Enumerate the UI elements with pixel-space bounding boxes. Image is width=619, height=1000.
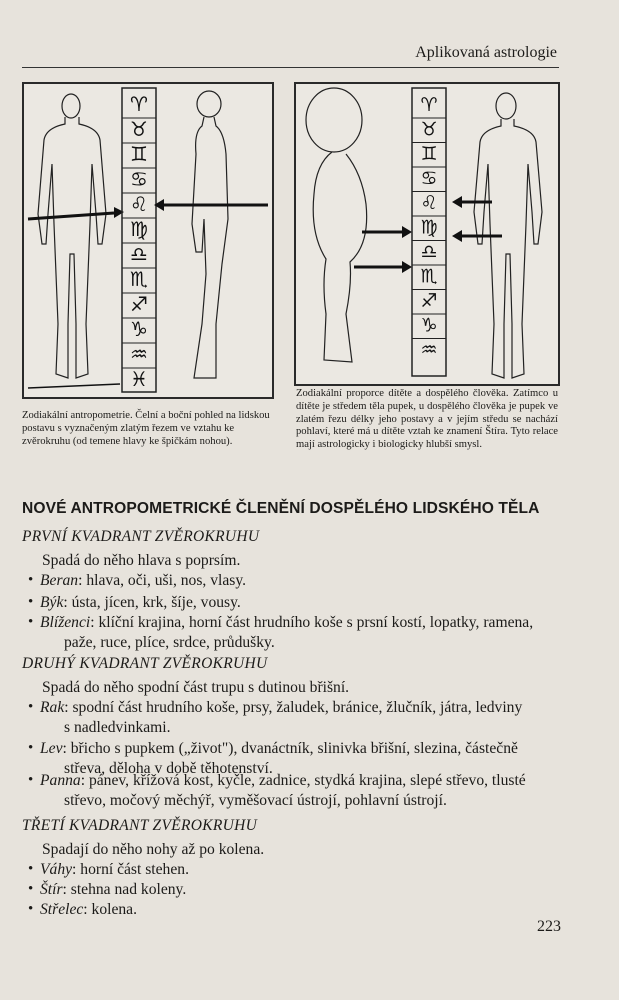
- zodiac-glyph: ♎: [130, 242, 148, 266]
- body-text: střeva, děloha v době těhotenství.: [64, 760, 273, 777]
- zodiac-glyph: ♊: [130, 142, 148, 166]
- figure-left-caption: Zodiakální antropometrie. Čelní a boční pohled na lidskou postavu s vyznačeným zlatým řezem ve vztahu ke zvěrokruhu (od temene hlavy ke špičkám nohou).: [22, 410, 270, 447]
- body-line: [40, 772, 526, 790]
- zodiac-sign-name: Beran: [40, 572, 79, 589]
- body-line: [40, 614, 533, 632]
- zodiac-sign-name: Střelec: [40, 901, 84, 918]
- zodiac-glyph: ♎: [420, 241, 438, 263]
- section-title: NOVÉ ANTROPOMETRICKÉ ČLENĚNÍ DOSPĚLÉHO LIDSKÉHO TĚLA: [22, 500, 540, 517]
- body-line: [64, 792, 447, 810]
- quadrant-intro: Spadají do něho nohy až po kolena.: [42, 841, 265, 858]
- figure-left-illustration: [24, 84, 272, 397]
- body-line: [40, 699, 522, 717]
- body-line: [64, 719, 171, 737]
- body-text: : pánev, křížová kost, kyčle, zadnice, stydká krajina, slepé střevo, tlusté: [80, 772, 526, 789]
- zodiac-glyph: ♍: [420, 216, 438, 239]
- zodiac-glyph: ♐: [130, 292, 148, 316]
- front-figure: [38, 94, 106, 378]
- zodiac-sign-name: Váhy: [40, 861, 73, 878]
- body-text: : klíční krajina, horní část hrudního koše s prsní kostí, lopatky, ramena,: [90, 614, 534, 631]
- bullet: •: [28, 772, 34, 788]
- body-line: [40, 901, 137, 919]
- bullet: •: [28, 572, 34, 588]
- zodiac-glyph: ♑: [420, 314, 438, 337]
- side-figure: [192, 91, 228, 378]
- body-text: : kolena.: [83, 901, 137, 918]
- bullet: •: [28, 614, 34, 630]
- zodiac-glyph: ♌: [130, 192, 148, 216]
- zodiac-glyph: ♍: [130, 217, 148, 241]
- zodiac-glyph: ♌: [420, 192, 438, 214]
- bullet: •: [28, 740, 34, 756]
- zodiac-glyph: ♐: [420, 290, 438, 312]
- quadrant-intro: Spadá do něho hlava s poprsím.: [42, 552, 241, 569]
- zodiac-glyph: ♉: [130, 117, 148, 141]
- body-line: [64, 634, 275, 652]
- zodiac-glyph: ♈: [130, 92, 148, 116]
- arrow-front: [28, 213, 114, 219]
- body-line: [40, 572, 246, 590]
- body-text: : spodní část hrudního koše, prsy, žaludek, bránice, žlučník, játra, ledviny: [64, 699, 523, 716]
- zodiac-glyph: ♒: [420, 339, 438, 361]
- quadrant-title: PRVNÍ KVADRANT ZVĚROKRUHU: [22, 528, 260, 545]
- zodiac-glyph: ♏: [420, 265, 438, 288]
- body-text: : ústa, jícen, krk, šíje, vousy.: [63, 594, 241, 611]
- body-line: [40, 740, 518, 758]
- body-text: : břicho s pupkem („život"), dvanáctník, slinivka břišní, slezina, částečně: [62, 740, 518, 757]
- zodiac-sign-name: Blíženci: [40, 614, 91, 631]
- quadrant-title: DRUHÝ KVADRANT ZVĚROKRUHU: [22, 655, 268, 672]
- body-line: [40, 861, 189, 879]
- zodiac-glyph: ♓: [130, 367, 148, 391]
- body-text: střevo, močový měchýř, vyměšovací ústrojí, pohlavní ústrojí.: [64, 792, 447, 809]
- zodiac-glyph: ♑: [130, 317, 148, 341]
- header-rule: [22, 67, 559, 68]
- figure-child-adult-proportions: [294, 82, 560, 386]
- bullet: •: [28, 699, 34, 715]
- zodiac-glyph: ♈: [420, 94, 438, 116]
- body-text: : hlava, oči, uši, nos, vlasy.: [78, 572, 247, 589]
- figure-right-caption: Zodiakální proporce dítěte a dospělého člověka. Zatímco u dítěte je středem těla pupek, u dospělého člověka je pupek ve zlatém řezu délky jeho postavy a v jejím středu se nachází pohlaví, které má u dítěte vztah ke znamení Štíra. Tyto relace mají astrologicky i biologicky hlubší smysl.: [296, 388, 558, 451]
- zodiac-glyph: ♊: [420, 143, 438, 165]
- bullet: •: [28, 861, 34, 877]
- running-head: Aplikovaná astrologie: [415, 44, 557, 61]
- zodiac-glyph: ♒: [130, 342, 148, 366]
- zodiac-sign-name: Rak: [40, 699, 65, 716]
- zodiac-glyph: ♋: [130, 167, 148, 191]
- quadrant-title: TŘETÍ KVADRANT ZVĚROKRUHU: [22, 817, 258, 834]
- zodiac-sign-name: Panna: [40, 772, 81, 789]
- zodiac-glyph: ♋: [420, 167, 438, 190]
- zodiac-glyph: ♉: [420, 118, 438, 141]
- zodiac-sign-name: Býk: [40, 594, 64, 611]
- body-line: [40, 881, 186, 899]
- body-text: : stehna nad koleny.: [62, 881, 187, 898]
- page-number: 223: [537, 918, 561, 935]
- bullet: •: [28, 594, 34, 610]
- bullet: •: [28, 881, 34, 897]
- zodiac-glyph: ♏: [130, 267, 148, 291]
- bullet: •: [28, 901, 34, 917]
- quadrant-intro: Spadá do něho spodní část trupu s dutinou břišní.: [42, 679, 350, 696]
- body-text: : horní část stehen.: [72, 861, 189, 878]
- zodiac-sign-name: Lev: [40, 740, 63, 757]
- body-line: [40, 594, 241, 612]
- child-figure: [306, 88, 367, 362]
- figure-right-illustration: [296, 84, 558, 384]
- body-text: paže, ruce, plíce, srdce, průdušky.: [64, 634, 275, 651]
- zodiac-sign-name: Štír: [40, 881, 63, 898]
- body-text: s nadledvinkami.: [64, 719, 171, 736]
- figure-zodiac-anthropometry: [22, 82, 274, 399]
